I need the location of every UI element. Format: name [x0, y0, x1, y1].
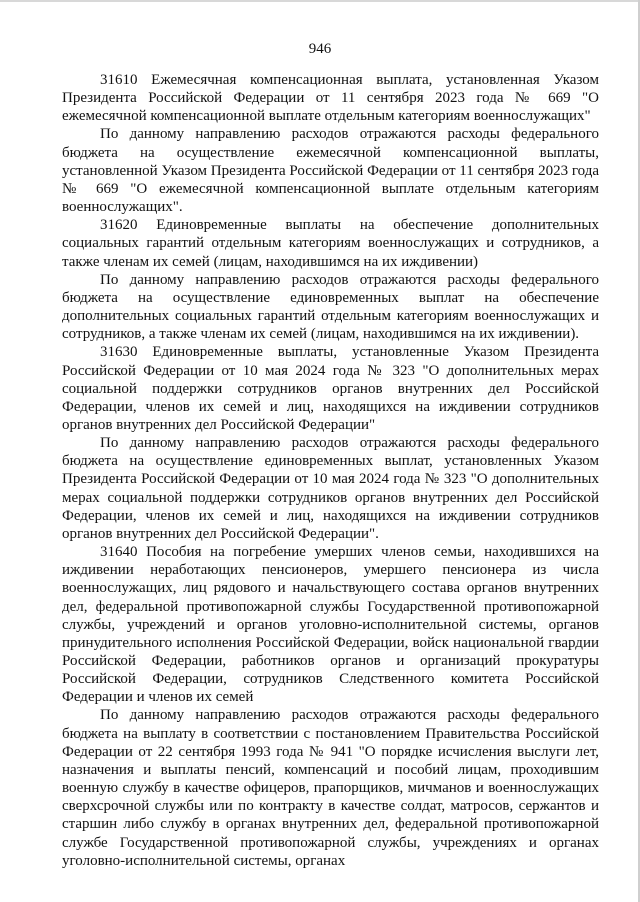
scan-edge-top [0, 0, 640, 2]
document-body [62, 71, 599, 870]
paragraph-31640-heading: 31640 Пособия на погребение умерших членов семьи, находившихся на иждивении неработающих пенсионеров, умершего пенсионера из числа военнослужащих, лиц рядового и начальствующего состава органов внутренних дел, федеральной противопожарной службы Государственной противопожарной службы, учреждений и органов уголовно-исполнительной системы, органов принудительного исполнения Российской Федерации, войск национальной гвардии Российской Федерации, работников органов и организаций прокуратуры Российской Федерации, сотрудников Следственного комитета Российской Федерации и членов их семей [62, 544, 599, 706]
paragraph-31630-heading: 31630 Единовременные выплаты, установленные Указом Президента Российской Федерации от 10 мая 2024 года № 323 "О дополнительных мерах социальной поддержки сотрудников органов внутренних дел Российской Федерации, членов их семей и лиц, находящихся на иждивении сотрудников органов внутренних дел Российской Федерации" [62, 344, 599, 433]
paragraph-31630-description: По данному направлению расходов отражаются расходы федерального бюджета на осуществление единовременных выплат, установленных Указом Президента Российской Федерации от 10 мая 2024 года № 323 "О дополнительных мерах социальной поддержки сотрудников органов внутренних дел Российской Федерации, членов их семей и лиц, находящихся на иждивении сотрудников органов внутренних дел Российской Федерации". [62, 435, 599, 542]
paragraph-31610-description: По данному направлению расходов отражаются расходы федерального бюджета на осуществление ежемесячной компенсационной выплаты, установленной Указом Президента Российской Федерации от 11 сентября 2023 года № 669 "О ежемесячной компенсационной выплате отдельным категориям военнослужащих". [62, 126, 599, 216]
paragraph-31610-heading: 31610 Ежемесячная компенсационная выплата, установленная Указом Президента Российской Федерации от 11 сентября 2023 года № 669 "О ежемесячной компенсационной выплате отдельным категориям военнослужащих" [62, 72, 599, 125]
page-number: 946 [308, 41, 332, 57]
paragraph-31620-description: По данному направлению расходов отражаются расходы федерального бюджета на осуществление единовременных выплат на обеспечение дополнительных социальных гарантий отдельным категориям военнослужащих и сотрудников, а также членам их семей (лицам, находившимся на их иждивении). [62, 271, 599, 343]
paragraph-31640-description: По данному направлению расходов отражаются расходы федерального бюджета на выплату в соответствии с постановлением Правительства Российской Федерации от 22 сентября 1993 года № 941 "О порядке исчисления выслуги лет, назначения и выплаты пенсий, компенсаций и пособий лицам, проходившим военную службу в качестве офицеров, прапорщиков, мичманов и военнослужащих сверхсрочной службы или по контракту в качестве солдат, матросов, сержантов и старшин либо службу в органах внутренних дел, федеральной противопожарной службе Государственной противопожарной службы, учреждениях и органах уголовно-исполнительной системы, органах [62, 707, 599, 869]
paragraph-31620-heading: 31620 Единовременные выплаты на обеспечение дополнительных социальных гарантий отдельным категориям военнослужащих и сотрудников, а также членам их семей (лицам, находившимся на их иждивении) [62, 217, 599, 270]
